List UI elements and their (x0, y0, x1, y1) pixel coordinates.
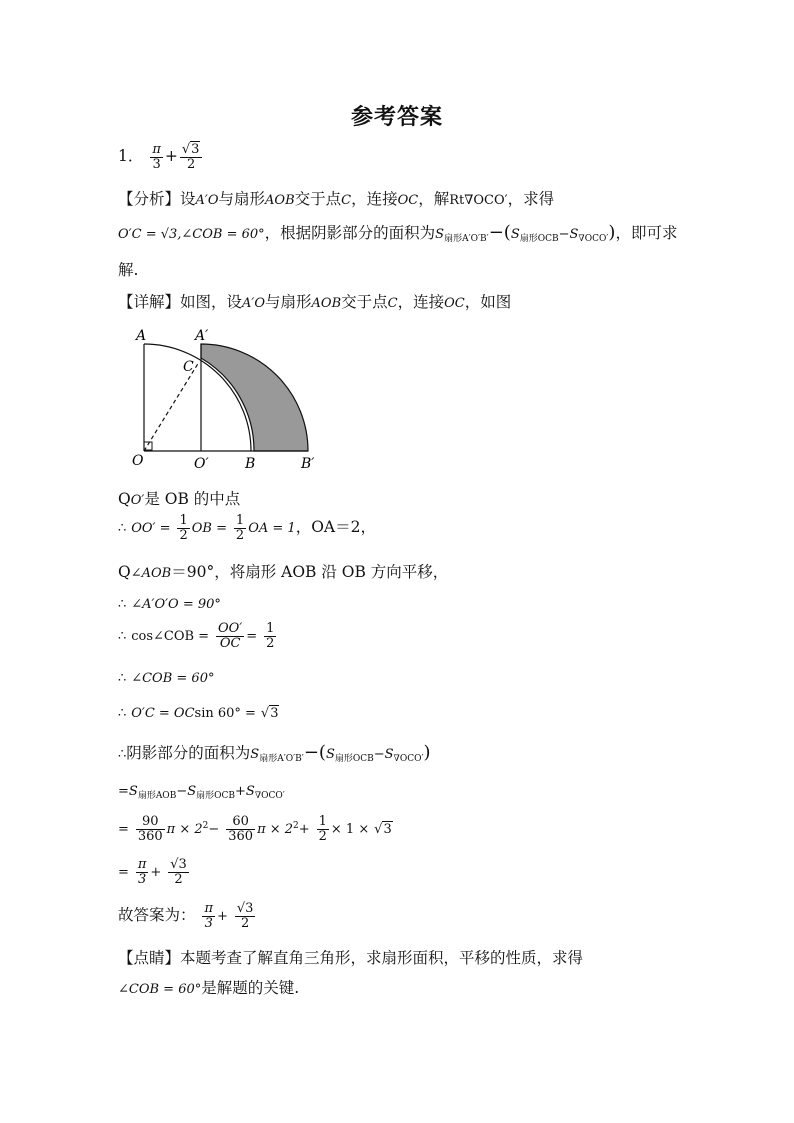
frac-cos: $\frac{OO'}{OC}$ (218, 621, 243, 651)
step-2: ∴ OO′ = $\frac{1}{2}$ OB = $\frac{1}{2}$ OA = 1，OA＝2， (118, 513, 376, 543)
segment-OC-dashed (144, 362, 199, 451)
label-O-prime: O′ (194, 456, 209, 472)
detail-line-1: 【详解】如图，设A′O与扇形AOB交于点C，连接OC，如图 (118, 293, 512, 311)
answer-frac-sqrt: $\frac{√3}{2}$ (180, 143, 203, 171)
step-3: Q∠AOB＝90°，将扇形 AOB 沿 OB 方向平移， (118, 563, 449, 581)
analysis-line-2: O′C = √3,∠COB = 60°，根据阴影部分的面积为$S_{扇形A'O'B'}-(S_{扇形OCB}-S_{\nabla OCO'})$，即可求 (118, 222, 678, 244)
final-frac-pi: $\frac{\pi}{3}$ (204, 901, 213, 931)
frac-half-3: $\frac{1}{2}$ (266, 621, 275, 651)
step-1: QO′是 OB 的中点 (118, 490, 241, 508)
step-11: = $\frac{\pi}{3}$ + $\frac{√3}{2}$ (118, 857, 187, 887)
label-O: O (132, 453, 144, 469)
label-A-prime: A′ (195, 328, 209, 344)
step-8: ∴阴影部分的面积为$S_{扇形A'O'B'}-(S_{扇形OCB}-S_{\nabla OCO'})$ (118, 742, 431, 764)
answer-frac-pi: $\frac{\pi}{3}$ (152, 142, 161, 172)
frac-half-1: $\frac{1}{2}$ (179, 513, 188, 543)
shaded-region (201, 344, 308, 451)
comment-line-2: ∠COB = 60°是解题的关键. (118, 979, 300, 997)
label-C: C (183, 359, 194, 375)
frac-60-360: $\frac{60}{360}$ (228, 814, 254, 844)
step-9: $=S_{扇形AOB}-S_{扇形OCB}+S_{\nabla OCO'}$ (118, 784, 285, 801)
step-7: ∴ O′C = OCsin 60° = √3 (118, 706, 279, 721)
question-number: 1． (118, 147, 144, 166)
plus-sign: + (164, 147, 178, 166)
detail-heading: 【详解】 (118, 293, 181, 311)
label-A: A (136, 328, 147, 344)
final-answer-label: 故答案为： (118, 906, 196, 925)
page-title: 参考答案 (350, 104, 443, 130)
step-5: ∴ cos∠COB = $\frac{OO'}{OC}$ = $\frac{1}{2}$ (118, 621, 275, 651)
frac-pi-3: $\frac{\pi}{3}$ (137, 857, 147, 887)
label-B: B (245, 456, 256, 472)
step-4: ∴ ∠A′O′O = 90° (118, 597, 221, 612)
frac-half-2: $\frac{1}{2}$ (235, 513, 245, 543)
final-frac-sqrt: $\frac{√3}{2}$ (236, 901, 254, 931)
analysis-heading: 【分析】 (118, 190, 181, 208)
answer-line (118, 143, 204, 171)
comment-heading: 【点睛】 (118, 949, 181, 967)
analysis-line-1: 【分析】设A′O与扇形AOB交于点C，连接OC，解Rt∇OCO′，求得 (118, 190, 555, 208)
label-B-prime: B′ (301, 456, 315, 472)
comment-line-1: 【点睛】本题考查了解直角三角形，求扇形面积，平移的性质，求得 (118, 949, 584, 967)
sector-diagram (118, 320, 328, 472)
frac-half-4: $\frac{1}{2}$ (318, 814, 327, 844)
frac-sqrt3-2: $\frac{√3}{2}$ (170, 857, 187, 887)
step-10: = $\frac{90}{360}$ $\pi \times 2^2-$ $\frac{60}{360}$ $\pi \times 2^2+$ $\frac{1}{2}$ × 1 × √3 (118, 814, 392, 844)
step-6: ∴ ∠COB = 60° (118, 671, 215, 686)
final-answer: 故答案为： $\frac{\pi}{3}$ + $\frac{√3}{2}$ (118, 901, 254, 931)
analysis-line-3: 解. (118, 261, 139, 279)
frac-90-360: $\frac{90}{360}$ (137, 814, 163, 844)
